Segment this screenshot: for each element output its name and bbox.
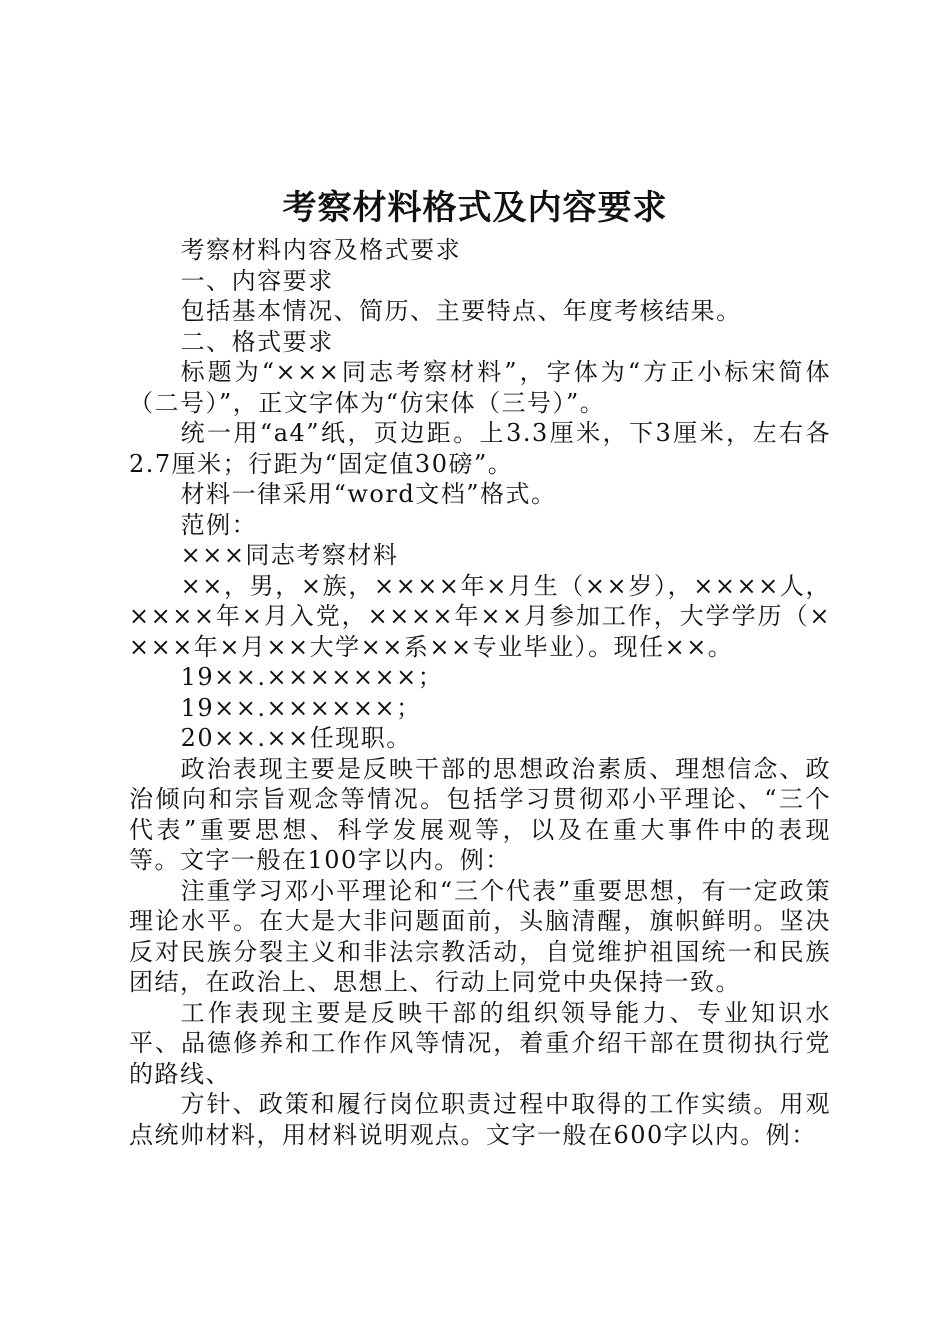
paragraph-example-title: ×××同志考察材料 — [180, 541, 399, 569]
paragraph-section-content-heading: 一、内容要求 — [180, 266, 334, 295]
paragraph-political-performance: 政治表现主要是反映干部的思想政治素质、理想信念、政治倾向和宗旨观念等情况。包括学习贯彻邓小平理论、“三个代表”重要思想、科学发展观等，以及在重大事件中的表现等。文字一般在100字以内。例： — [129, 754, 831, 874]
document-body — [129, 235, 831, 1150]
document-title: 考察材料格式及内容要求 — [282, 188, 668, 228]
paragraph-resume-line-2: 19××.××××××； — [180, 693, 422, 722]
paragraph-resume-line-1: 19××.×××××××； — [180, 663, 444, 691]
paragraph-resume-line-3: 20××.××任现职。 — [180, 724, 412, 752]
paragraph-basic-info: ××，男，×族，××××年×月生（××岁），××××人，××××年×月入党，××××年××月参加工作，大学学历（××××年×月××大学××系××专业毕业）。现任××。 — [129, 571, 831, 661]
paragraph-paper-margins: 统一用“a4”纸，页边距。上3.3厘米，下3厘米，左右各2.7厘米；行距为“固定值30磅”。 — [129, 419, 831, 478]
paragraph-subtitle: 考察材料内容及格式要求 — [180, 236, 462, 264]
paragraph-section-format-heading: 二、格式要求 — [180, 327, 334, 356]
paragraph-example-label: 范例： — [180, 510, 258, 539]
paragraph-file-format: 材料一律采用“word文档”格式。 — [180, 480, 557, 508]
paragraph-political-example: 注重学习邓小平理论和“三个代表”重要思想，有一定政策理论水平。在大是大非问题面前，头脑清醒，旗帜鲜明。坚决反对民族分裂主义和非法宗教活动，自觉维护祖国统一和民族团结，在政治上、思想上、行动上同党中央保持一致。 — [129, 876, 831, 996]
paragraph-work-performance-continued: 方针、政策和履行岗位职责过程中取得的工作实绩。用观点统帅材料，用材料说明观点。文字一般在600字以内。例： — [129, 1090, 831, 1149]
paragraph-title-font: 标题为“×××同志考察材料”，字体为“方正小标宋简体（二号）”，正文字体为“仿宋体（三号）”。 — [129, 358, 831, 417]
paragraph-work-performance: 工作表现主要是反映干部的组织领导能力、专业知识水平、品德修养和工作作风等情况，着重介绍干部在贯彻执行党的路线、 — [129, 998, 831, 1088]
paragraph-content-items: 包括基本情况、简历、主要特点、年度考核结果。 — [180, 297, 742, 325]
